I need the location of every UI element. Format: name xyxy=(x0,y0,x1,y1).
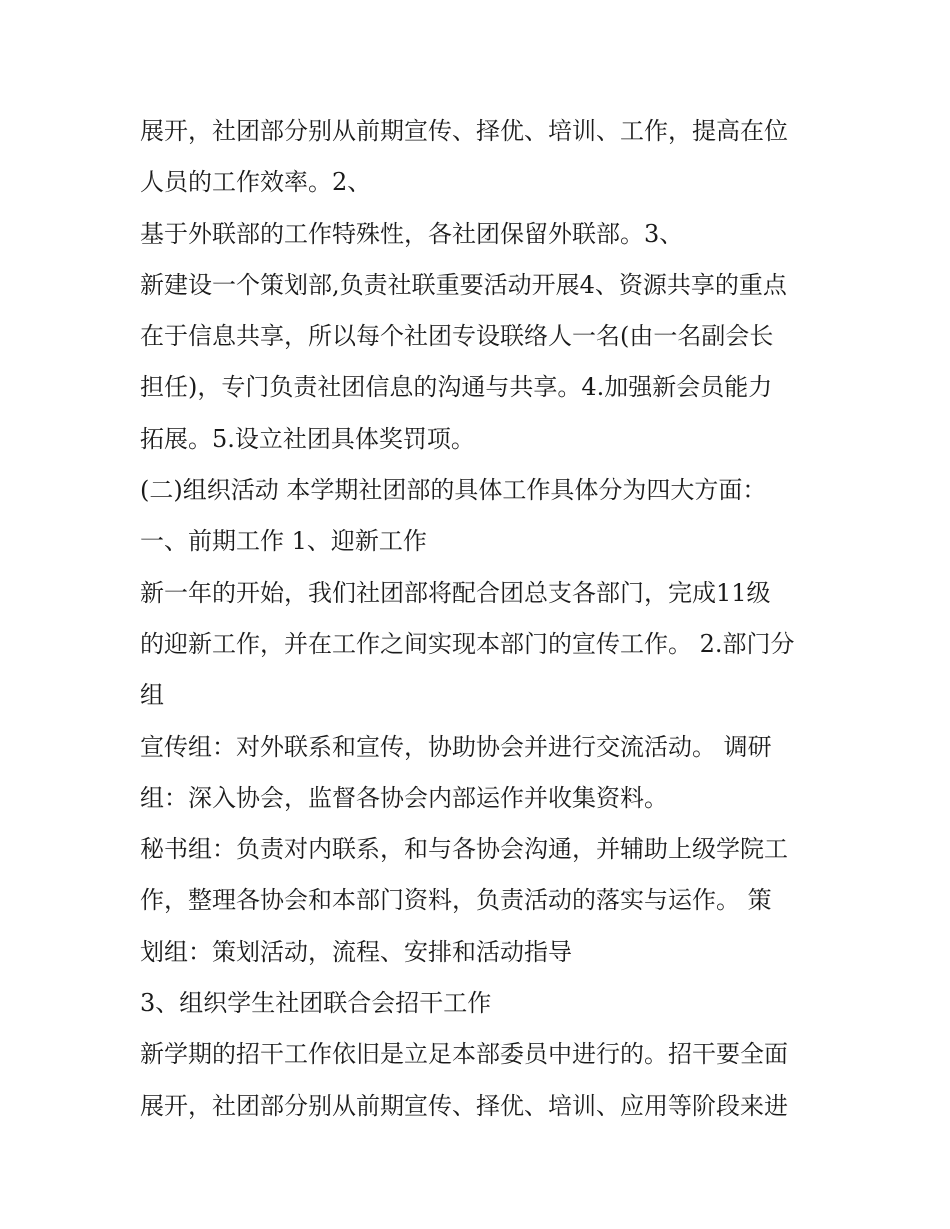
text-line: 展开，社团部分别从前期宣传、择优、培训、应用等阶段来进 xyxy=(140,1091,788,1120)
text-line: 新一年的开始，我们社团部将配合团总支各部门，完成11级 xyxy=(140,578,771,607)
text-line: 基于外联部的工作特殊性，各社团保留外联部。3、 xyxy=(140,219,684,248)
document-body xyxy=(140,106,820,1132)
text-line: 新建设一个策划部,负责社联重要活动开展4、资源共享的重点 xyxy=(140,270,787,299)
text-line: 组：深入协会，监督各协会内部运作并收集资料。 xyxy=(140,783,668,812)
text-line: 作，整理各协会和本部门资料，负责活动的落实与运作。 策 xyxy=(140,886,772,915)
text-line: 宣传组：对外联系和宣传，协助协会并进行交流活动。 调研 xyxy=(140,732,772,761)
text-line: 人员的工作效率。2、 xyxy=(140,168,372,197)
text-line: 新学期的招干工作依旧是立足本部委员中进行的。招干要全面 xyxy=(140,1040,788,1069)
text-line: 组 xyxy=(140,681,164,710)
text-line: 的迎新工作，并在工作之间实现本部门的宣传工作。 2.部门分 xyxy=(140,629,795,658)
subsection-heading: 3、组织学生社团联合会招干工作 xyxy=(140,989,492,1018)
text-line: 在于信息共享，所以每个社团专设联络人一名(由一名副会长 xyxy=(140,322,774,351)
text-line: 担任)，专门负责社团信息的沟通与共享。4.加强新会员能力 xyxy=(140,373,773,402)
text-line: 秘书组：负责对内联系，和与各协会沟通，并辅助上级学院工 xyxy=(140,835,788,864)
text-line: 划组：策划活动，流程、安排和活动指导 xyxy=(140,937,572,966)
text-line: 拓展。5.设立社团具体奖罚项。 xyxy=(140,424,475,453)
subsection-heading: 一、前期工作 1、迎新工作 xyxy=(140,527,427,556)
section-heading: (二)组织活动 本学期社团部的具体工作具体分为四大方面： xyxy=(140,476,767,505)
text-line: 展开，社团部分别从前期宣传、择优、培训、工作，提高在位 xyxy=(140,117,788,145)
